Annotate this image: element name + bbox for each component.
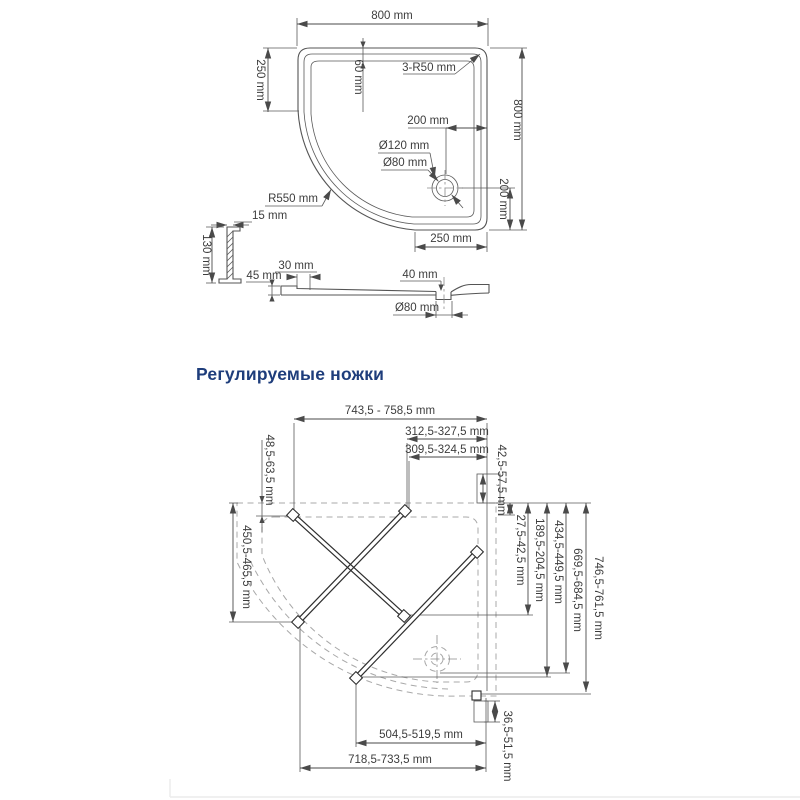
dim-bottom-edge: 250 mm xyxy=(430,233,472,245)
dim-drain-from-bottom: 200 mm xyxy=(497,178,509,220)
section-top-contour xyxy=(281,286,436,295)
dim-panel-thickness: 15 mm xyxy=(252,210,288,222)
dim-panel-height: 130 mm xyxy=(200,234,212,276)
dim-drain-hole: Ø80 mm xyxy=(394,302,440,314)
corner-foot xyxy=(472,691,481,700)
page-frame-fragment xyxy=(170,779,800,797)
dim-legs-bottom-a: 504,5-519,5 mm xyxy=(379,729,463,741)
dim-legs-right-b: 189,5-204,5 mm xyxy=(533,518,545,602)
dim-rim-inset: 60 mm xyxy=(352,59,364,95)
dim-drain-from-right: 200 mm xyxy=(407,115,449,127)
dim-drain-outer-dia: Ø120 mm xyxy=(378,140,430,152)
dim-legs-left-b: 450,5-465,5 mm xyxy=(240,525,252,609)
dim-front-radius: R550 mm xyxy=(268,193,318,205)
cross-section xyxy=(246,260,489,318)
dim-legs-overall: 743,5 - 758,5 mm xyxy=(344,405,436,417)
legs-drain xyxy=(413,635,461,683)
dim-ledge: 30 mm xyxy=(278,260,314,272)
dim-legs-left-a: 48,5-63,5 mm xyxy=(263,434,275,506)
dim-legs-bottom-right: 36,5-51,5 mm xyxy=(501,710,513,782)
section-drain-boss xyxy=(436,292,451,300)
legs-basin-dashed xyxy=(262,517,478,682)
panel-profile xyxy=(219,227,241,283)
panel-hatching xyxy=(227,231,233,279)
dim-rim-height: 45 mm xyxy=(246,270,282,282)
dim-legs-right-a: 27,5-42,5 mm xyxy=(514,514,526,586)
dim-legs-right-c: 434,5-449,5 mm xyxy=(552,520,564,604)
section-bottom-contour xyxy=(451,293,489,295)
dim-legs-top-right: 42,5-57,5 mm xyxy=(495,444,507,516)
dim-legs-right-d: 669,5-684,5 mm xyxy=(571,548,583,632)
legs-view xyxy=(229,405,604,781)
dim-legs-bottom-b: 718,5-733,5 mm xyxy=(348,754,432,766)
dim-overall-height: 800 mm xyxy=(511,99,523,141)
dim-drain-dia: Ø80 mm xyxy=(382,157,428,169)
dim-drain-offset: 40 mm xyxy=(402,269,438,281)
legs-rim-curve-dashed xyxy=(249,558,448,689)
plan-view xyxy=(254,10,527,252)
section-right-rim xyxy=(451,285,489,294)
dim-legs-upper-b: 309,5-324,5 mm xyxy=(405,444,489,456)
dim-legs-right-e: 746,5-761,5 mm xyxy=(592,556,604,640)
dim-side-to-curve: 250 mm xyxy=(254,59,266,101)
leg-bars xyxy=(287,505,484,685)
dim-overall-width: 800 mm xyxy=(371,10,413,22)
dim-corner-radii: 3-R50 mm xyxy=(402,62,456,74)
section-title: Регулируемые ножки xyxy=(196,364,385,384)
dim-legs-upper-a: 312,5-327,5 mm xyxy=(405,426,489,438)
